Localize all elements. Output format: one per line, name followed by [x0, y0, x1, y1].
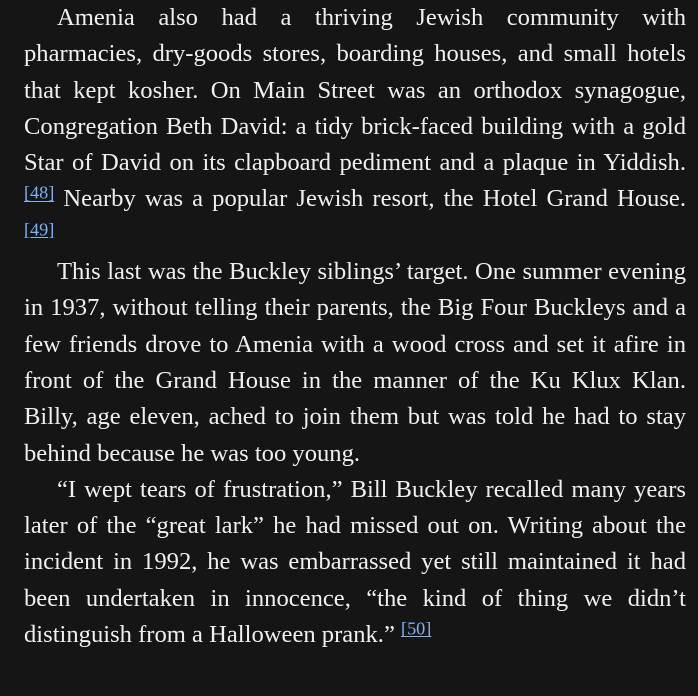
- paragraph-text: Amenia also had a thriving Jewish community with pharmacies, dry-goods stores, boarding houses, and small hotels that kept kosher. On Main Street was an orthodox synagogue, Congregation Beth David: a tidy brick-faced building with a gold Star of David on its clapboard pediment and a plaque in Yiddish.: [24, 4, 686, 177]
- paragraph-2: [24, 254, 686, 472]
- footnote-link-50[interactable]: [50]: [401, 618, 432, 639]
- footnote-link-49[interactable]: [49]: [24, 219, 55, 240]
- paragraph-text: This last was the Buckley siblings’ target. One summer evening in 1937, without telling their parents, the Big Four Buckleys and a few friends drove to Amenia with a wood cross and set it afire in front of the Grand House in the manner of the Ku Klux Klan. Billy, age eleven, ached to join them but was told he had to stay behind because he was too young.: [24, 258, 686, 467]
- footnote-link-48[interactable]: [48]: [24, 182, 55, 203]
- paragraph-1: [24, 0, 686, 254]
- paragraph-3: [24, 472, 686, 653]
- paragraph-text: Nearby was a popular Jewish resort, the Hotel Grand House.: [54, 185, 686, 213]
- paragraph-text: “I wept tears of frustration,” Bill Buckley recalled many years later of the “great lark” he had missed out on. Writing about the incident in 1992, he was embarrassed yet still maintained it had been undertaken in innocence, “the kind of thing we didn’t distinguish from a Halloween prank.”: [24, 475, 686, 649]
- book-page-text: [24, 0, 686, 653]
